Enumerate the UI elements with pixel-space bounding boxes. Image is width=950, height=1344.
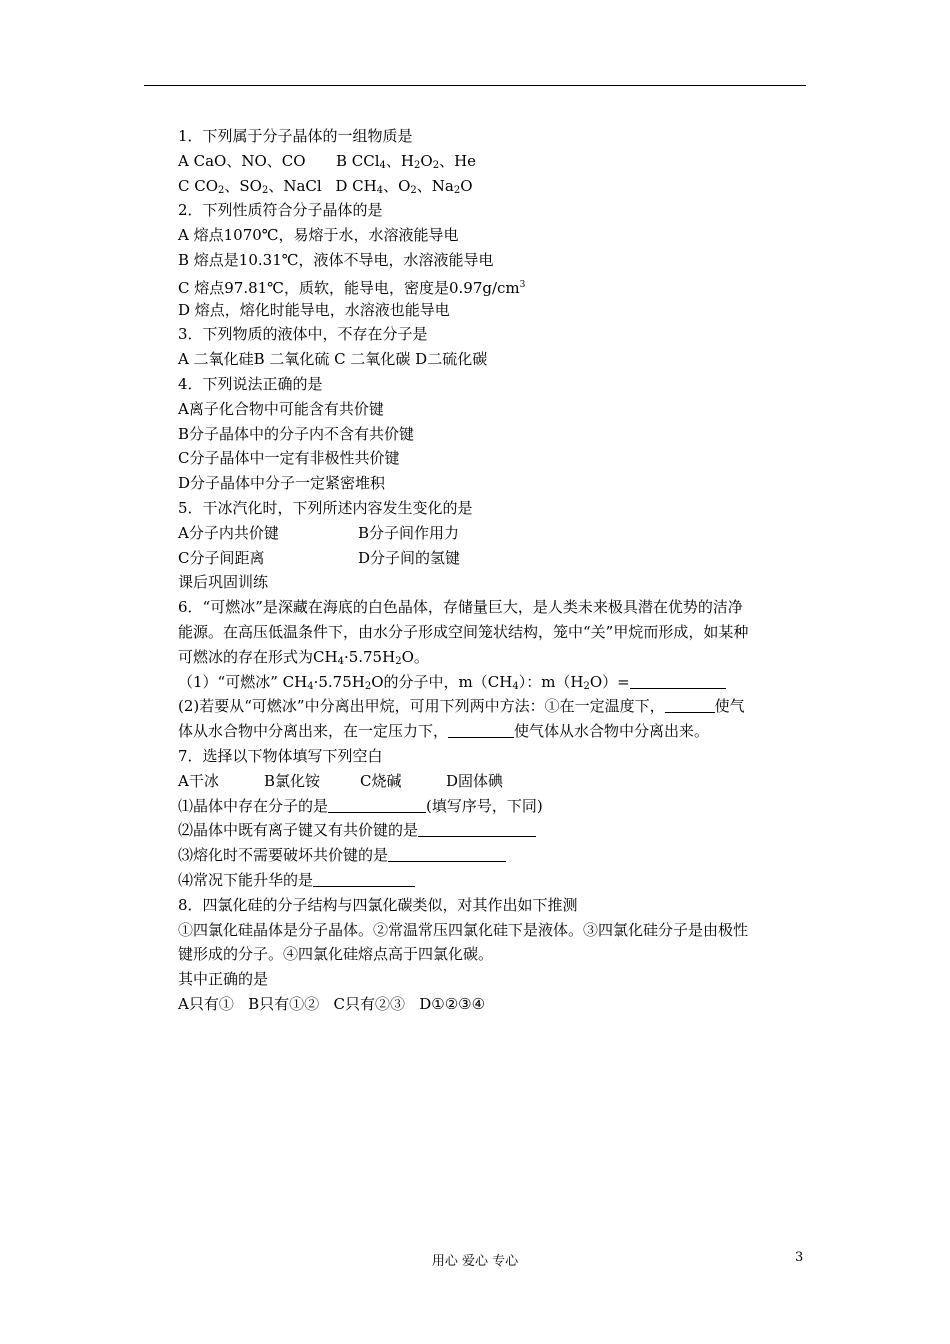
q5-options-ab: A分子内共价键 B分子间作用力 <box>178 523 460 542</box>
page-number: 3 <box>795 1250 804 1265</box>
q2-stem: 2．下列性质符合分子晶体的是 <box>178 201 383 220</box>
q7-sub-1: ⑴晶体中存在分子的是 (填写序号，下同) <box>178 796 543 815</box>
q3-stem: 3．下列物质的液体中，不存在分子是 <box>178 325 428 344</box>
q6-part-2b: 体从水合物中分离出来，在一定压力下， 使气体从水合物中分离出来。 <box>178 722 710 741</box>
answer-blank[interactable] <box>448 722 514 738</box>
q2-option-b: B 熔点是10.31℃，液体不导电，水溶液能导电 <box>178 250 494 269</box>
q6-line-2: 能源。在高压低温条件下，由水分子形成空间笼状结构，笼中“关”甲烷而形成，如某种 <box>178 622 749 641</box>
q7-stem: 7．选择以下物体填写下列空白 <box>178 746 383 765</box>
q6-line-1: 6．“可燃冰”是深藏在海底的白色晶体，存储量巨大，是人类未来极具潜在优势的洁净 <box>178 598 743 617</box>
q8-line-3: 其中正确的是 <box>178 970 269 989</box>
q2-option-a: A 熔点1070℃，易熔于水，水溶液能导电 <box>178 226 459 245</box>
q4-option-d: D分子晶体中分子一定紧密堆积 <box>178 474 386 493</box>
q8-line-1: ①四氯化硅晶体是分子晶体。②常温常压四氯化硅下是液体。③四氯化硅分子是由极性 <box>178 920 749 939</box>
q4-option-c: C分子晶体中一定有非极性共价键 <box>178 449 400 468</box>
q8-line-2: 键形成的分子。④四氯化硅熔点高于四氯化碳。 <box>178 945 494 964</box>
q8-stem: 8．四氯化硅的分子结构与四氯化碳类似，对其作出如下推测 <box>178 895 578 914</box>
q4-option-b: B分子晶体中的分子内不含有共价键 <box>178 424 415 443</box>
q1-stem: 1．下列属于分子晶体的一组物质是 <box>178 127 413 145</box>
q6-line-3: 可燃冰的存在形式为$CH_4\cdot 5.75H_2O$。 <box>178 647 429 667</box>
q7-sub-4: ⑷常况下能升华的是 <box>178 868 808 893</box>
answer-blank[interactable] <box>418 821 536 837</box>
header-rule <box>144 85 806 86</box>
section-heading: 课后巩固训练 <box>178 573 269 592</box>
q2-option-c: C 熔点97.81℃，质软，能导电，密度是$0.97g/cm^3$ <box>178 278 526 297</box>
q5-options-cd: C分子间距离 D分子间的氢键 <box>178 548 461 567</box>
q6-part-1: （1）“可燃冰” $CH_4\cdot 5.75H_2O$的分子中，$m(CH_4)$：$m(H_2O)=$ <box>178 670 808 695</box>
worksheet-body <box>178 124 808 1017</box>
q5-stem: 5．干冰汽化时，下列所述内容发生变化的是 <box>178 498 473 517</box>
q2-option-d: D 熔点，熔化时能导电，水溶液也能导电 <box>178 300 450 319</box>
q8-options: A只有① B只有①② C只有②③ D①②③④ <box>178 994 486 1013</box>
q7-sub-3: ⑶熔化时不需要破坏共价键的是 <box>178 843 808 868</box>
answer-blank[interactable] <box>388 846 506 862</box>
q7-options: A干冰 B氯化铵 C烧碱 D固体碘 <box>178 771 504 790</box>
answer-blank[interactable] <box>665 697 715 713</box>
answer-blank[interactable] <box>328 797 426 813</box>
q7-sub-2: ⑵晶体中既有离子键又有共价键的是 <box>178 818 808 843</box>
q3-options: A 二氧化硅B 二氧化硫 C 二氧化碳 D二硫化碳 <box>178 350 488 369</box>
q1-options-cd: C $CO_2$、$SO_2$、NaCl D $CH_4$、$O_2$、$Na_2O$ <box>178 176 473 196</box>
q4-stem: 4．下列说法正确的是 <box>178 374 323 393</box>
q4-option-a: A离子化合物中可能含有共价键 <box>178 399 384 418</box>
answer-blank[interactable] <box>630 673 726 689</box>
q6-part-2a: (2)若要从“可燃冰”中分离出甲烷，可用下列两中方法：①在一定温度下， 使气 <box>178 697 745 716</box>
page-footer: 用心 爱心 专心 <box>431 1254 519 1269</box>
answer-blank[interactable] <box>313 871 415 887</box>
q1-options-ab: A CaO、NO、CO B CCl$_4$、$H_2O_2$、He <box>178 151 477 171</box>
